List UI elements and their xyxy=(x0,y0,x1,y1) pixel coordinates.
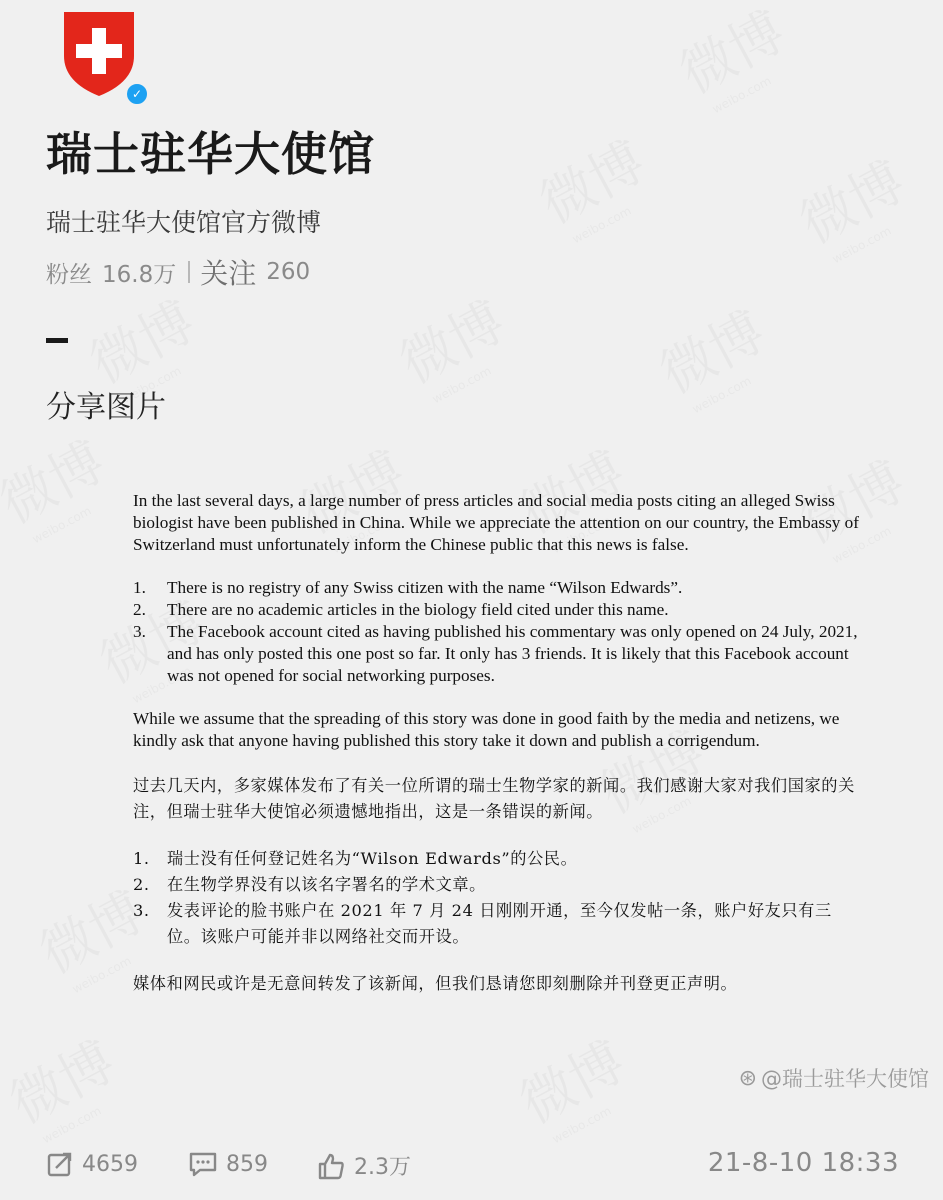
weibo-watermark xyxy=(0,420,123,551)
comment-count: 859 xyxy=(226,1151,268,1177)
thumbs-up-icon xyxy=(316,1151,346,1181)
weibo-watermark xyxy=(505,1020,643,1151)
statement-en-list xyxy=(133,577,861,687)
followers-count[interactable]: 16.8万 xyxy=(102,261,177,288)
account-description: 瑞士驻华大使馆官方微博 xyxy=(46,208,322,237)
list-item: 1. 瑞士没有任何登记姓名为“Wilson Edwards”的公民。 xyxy=(133,849,578,868)
weibo-watermark xyxy=(785,140,923,271)
following-label[interactable]: 关注 xyxy=(200,257,257,290)
weibo-watermark xyxy=(645,290,783,421)
account-name[interactable]: 瑞士驻华大使馆 xyxy=(46,127,375,181)
statement-image[interactable] xyxy=(133,490,861,997)
list-item: 2. 在生物学界没有以该名字署名的学术文章。 xyxy=(133,875,486,894)
like-button[interactable] xyxy=(316,1150,411,1181)
list-item: 2. There are no academic articles in the biology field cited under this name. xyxy=(133,600,669,619)
section-title: 分享图片 xyxy=(46,390,166,425)
comment-icon xyxy=(188,1150,218,1178)
post-timestamp: 21-8-10 18:33 xyxy=(707,1148,899,1178)
weibo-watermark xyxy=(385,280,523,411)
list-item: 1. There is no registry of any Swiss citizen with the name “Wilson Edwards”. xyxy=(133,578,683,597)
profile-stats xyxy=(46,252,310,292)
following-count[interactable]: 260 xyxy=(266,259,311,285)
weibo-watermark xyxy=(525,120,663,251)
list-item: 3. The Facebook account cited as having published his commentary was only opened on 24 July, 2021, and has only posted this one post so far. It only has 3 friends. It is likely that this Facebook account was not opened for social networking purposes. xyxy=(133,622,858,685)
followers-label[interactable]: 粉丝 xyxy=(46,261,92,288)
statement-zh-intro: 过去几天内，多家媒体发布了有关一位所谓的瑞士生物学家的新闻。我们感谢大家对我们国家的关注，但瑞士驻华大使馆必须遗憾地指出，这是一条错误的新闻。 xyxy=(133,776,855,821)
image-credit xyxy=(739,1063,929,1093)
statement-en-intro: In the last several days, a large number of press articles and social media posts citing an alleged Swiss biologist have been published in China. While we appreciate the attention on our country, the Embassy of Switzerland must unfortunately inform the Chinese public that this news is false. xyxy=(133,491,859,554)
image-credit-text: @瑞士驻华大使馆 xyxy=(761,1067,929,1091)
weibo-watermark xyxy=(0,1020,133,1151)
post-actions-bar xyxy=(0,1142,943,1192)
statement-zh-list xyxy=(133,846,861,950)
repost-button[interactable] xyxy=(46,1150,138,1178)
weibo-logo-icon: ⊛ xyxy=(738,1065,757,1091)
comment-button[interactable] xyxy=(188,1150,268,1178)
statement-zh-closing: 媒体和网民或许是无意间转发了该新闻，但我们恳请您即刻删除并刊登更正声明。 xyxy=(133,974,738,993)
like-count: 2.3万 xyxy=(354,1155,411,1180)
section-divider xyxy=(46,338,68,343)
stats-divider xyxy=(188,261,190,283)
weibo-watermark xyxy=(665,0,803,121)
repost-count: 4659 xyxy=(82,1151,138,1177)
verified-badge-icon: ✓ xyxy=(124,81,150,107)
statement-en-closing: While we assume that the spreading of this story was done in good faith by the media and netizens, we kindly ask that anyone having published this story take it down and publish a corrigendum. xyxy=(133,709,840,750)
repost-icon xyxy=(46,1150,74,1178)
list-item: 3. 发表评论的脸书账户在 2021 年 7 月 24 日刚刚开通，至今仅发帖一条，账户好友只有三位。该账户可能并非以网络社交而开设。 xyxy=(133,901,832,946)
